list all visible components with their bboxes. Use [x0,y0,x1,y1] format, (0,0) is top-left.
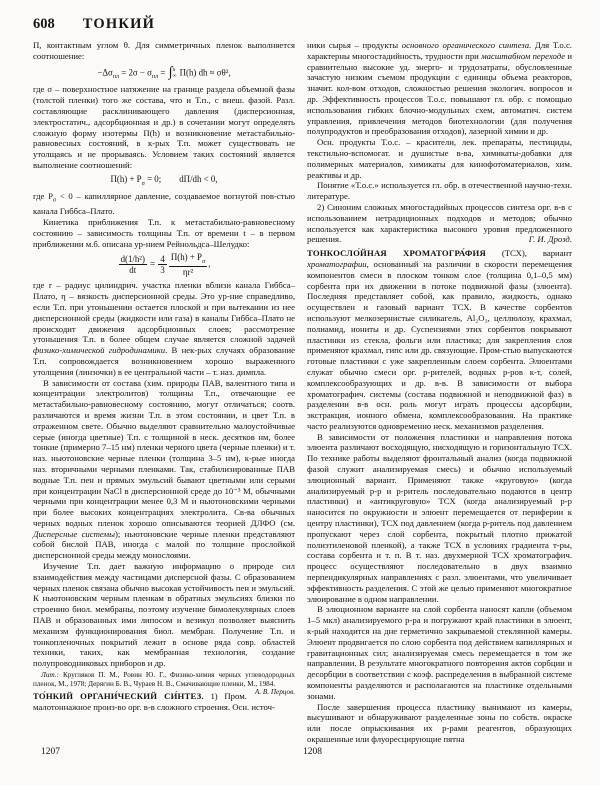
paragraph: В зависимости от состава (хим. природы ПАВ, валентного типа и концентрации электролитов) толщины Т.п., отвечающие ее метастабильно-равновесному состоянию, могут отличаться; соотв. различаются и время жизни Т.п. в этом состоянии, и цвет Т.п. в отраженном свете. Обычно выделяют сравнительно малоустойчивые серые (иногда цветные) Т.п. с толщиной в неск. десятков нм, более тонкие (примерно 7–15 нм) пленки черного цвета (черные пленки) и т. наз. ньютоновские черные пленки (толщина 3–5 нм), к-рые иногда наз. вторичными черными пленками. Так, стабилизированные ПАВ водные Т.п. пен и прямых эмульсий бывают цветными или серыми при концентрации NaCl в дисперсионной среде до 10⁻³ М, обычными черными при концентрации менее 0,3 М и ньютоновскими черными при более высоких концентрациях электролита. Св-ва обычных черных водных пленок хорошо описываются теорией ДЛФО (см. Дисперсные системы); ньютоновские черные пленки представляют собой бислой ПАВ, иногда с малой по толщине прослойкой дисперсионной среды между монослоями. [33,377,295,561]
paragraph: П, контактным углом θ. Для симметричных пленок выполняется соотношение: [33,40,295,61]
article-headword: ТОНКОСЛО́ЙНАЯ ХРОМАТОГРА́ФИЯ [307,248,486,259]
italic-cross-reference: основного органического синтеза [401,40,530,50]
fraction: $\frac{4}{3}$ [160,254,165,276]
author-signature: А. В. Перцов. [254,688,295,697]
running-head: ТОНКИЙ [82,16,156,32]
paragraph: где r – радиус цилиндрич. участка пленки вблизи канала Гиббса–Плато, η – вязкость дисперсионной среды. Это ур-ние справедливо, если Т.п. при утоньшении остается плоской и при вытекании из нее дисперсионной среды (жидкости или газа) в каналы Гиббса–Плато не происходит движения адсорбционных слоев; рассмотрение утоньшения Т.п. в более общем случае является сложной задачей физико-химической гидродинамики. В нек-рых случаях образование Т.п. сопровождается возникновением хорошо выраженного утолщения (линзочки) в ее центральной части – т. наз. димпла. [33,280,295,377]
paragraph: Изучение Т.п. дает важную информацию о природе сил взаимодействия между частицами дисперсной фазы. С образованием черных пленок связана обычно высокая устойчивость пен и эмульсий. К ньютоновским черным пленкам в обратных эмульсиях близки по строению биол. мембраны, поэтому изучение бимолекулярных слоев ПАВ и образованных ими липосом и везикул позволяет выяснить механизм функционирования биол. мембран. Получение Т.п. и тонкопленочных покрытий лежит в основе ряда совр. областей техники, таких, как мембранная технология, создание полупроводниковых приборов и др. [33,561,295,669]
paragraph: Осн. продукты Т.о.с. – красители, лек. препараты, пестициды, текстильно-вспомогат. и душистые в-ва, химикаты-добавки для полимерных материалов, химикаты для кинофотоматериалов, хим. реактивы и др. [307,137,572,180]
paragraph: В зависимости от положения пластинки и направления потока элюента различают восходящую, нисходящую и горизонтальную ТСХ. По технике работы выделяют фронтальный анализ (когда подвижной фазой служит анализируемая смесь) и обычно используемый элюционный вариант. Применяют также «круговую» (когда анализируемый р-р и р-ритель последовательно подаются в центр пластинки) и «антикруговую» ТСХ (когда анализируемый р-р наносится по окружности и элюент перемещается от периферии к центру пластинки), ТСХ под давлением (когда р-ритель под давлением пропускают через слой сорбента, покрытый плотно прижатой полиэтиленовой пленкой), а также ТСХ в условиях градиента т-ры, состава сорбента и т. п. В т. наз. двухмерной ТСХ хроматографич. процесс осуществляют последовательно в двух взаимно перпендикулярных направлениях с разл. элюентами, что увеличивает эффективность разделения. С этой же целью применяют многократное элюирование в одном направлении. [307,431,572,604]
formula-reynolds-sheludko: $\frac{\text{d(1/h²)}}{dt}$ = $\frac{4}{3}$ $\frac{П(h) + P_\sigma}{\text{ηr²}}$ , [120,252,211,278]
author-signature: Г. И. Дрозд. [528,234,572,245]
fraction: $\frac{П(h) + P_\sigma}{\text{ηr²}}$ [170,252,206,278]
article-headword: ТО́НКИЙ ОРГАНИ́ЧЕСКИЙ СИ́НТЕЗ. [33,691,204,702]
article-start: ТО́НКИЙ ОРГАНИ́ЧЕСКИЙ СИ́НТЕЗ. 1) Пром. малотоннажное произ-во орг. в-в сложного строения. Осн. источ- [33,691,275,713]
paragraph: Понятие «Т.о.с.» используется гл. обр. в отечественной научно-техн. литературе. [307,180,572,202]
italic-term: масштабном переходе [481,50,566,61]
paragraph: После завершения процесса пластинку вынимают из камеры, высушивают и обнаруживают разделенные зоны по собств. окраске или после опрыскивания их р-рами реагентов, образующих окрашенные или флуоресцирующие пятна [307,701,572,744]
page-header [33,16,155,33]
lit-label: Лит.: [41,671,59,680]
italic-term: физико-химической гидродинамики [33,345,166,356]
literature-reference: Лит.: Кругляков П. М., Ровин Ю. Г., Физико-химия черных углеводородных пленок, М., 1978; Дерягин Б. В., Чураев Н. В., Смачивающие пленки, М., 1984. А. В. Перцов. [33,671,295,697]
paragraph: Кинетика приближения Т.п. к метастабильно-равновесному состоянию – зависимость толщины Т.п. от времени t – в первом приближении м.б. описана ур-нием Рейнольдса–Шелудко: [33,217,295,249]
integral-sign: ∫ h ∞ [168,64,177,80]
italic-cross-reference: хроматографии [307,258,367,269]
paragraph: где $P_\sigma < 0$ – капиллярное давление, создаваемое вогнутой пов-стью канала Гиббса–Плато. [33,190,295,217]
paragraph: 2) Синоним сложных многостадийных процессов синтеза орг. в-в с использованием нетрадиционных подходов и методов; обычно используется как характеристика высокого уровня предложенного решения. Г. И. Дрозд. [307,201,572,245]
folio-left: 1207 [41,747,60,757]
right-column [307,40,572,745]
formula-equilibrium-condition: $П(h) + P_\sigma = 0$; dП/dh < 0, [110,173,218,187]
fraction: $\frac{\text{d(1/h²)}}{dt}$ [120,254,145,276]
paragraph: где σ – поверхностное натяжение на границе раздела объемной фазы (толстой пленки) того же состава, что и Т.п., с внеш. фазой. Разл. составляющие расклинивающего давления (дисперсионная, электростатич., адсорбционная и др.) в сочетании могут определять сложную форму изотермы П(h) и возникновение метастабильно-равновесных состояний, в к-рых Т.п. может существовать не утолщаясь и не прорываясь. Условием таких состояний является выполнение соотношений: [33,84,295,170]
paragraph: ники сырья – продукты основного органического синтеза. Для Т.о.с. характерны многостадийность, трудности при масштабном переходе и сравнительно высокие уд. энерго- и трудозатраты, обусловленные зачастую низким съемом продукции с единицы объема реакторов, значит. кол-вом отходов, сложностью решения экологич. вопросов и др. Эффективность процессов Т.о.с. повышают гл. обр. с помощью использования гибких блочно-модульных схем, автоматич. систем управления, привлечения методов биотехнологии (для получения полупродуктов и преобразования отходов), лазерной химии и др. [307,40,572,137]
paragraph: В элюционном варианте на слой сорбента наносят капли (объемом 1–5 мкл) анализируемого р-ра и погружают край пластинки в элюент, к-рый находится на дне герметично закрываемой стеклянной камеры. Элюент продвигается по слою сорбента под действием капиллярных и гравитационных сил; анализируемая смесь перемещается в том же направлении. В результате многократного повторения актов сорбции и десорбции в соответствии с коэф. распределения в выбранной системе компоненты разделяются и располагаются на пластинке отдельными зонами. [307,604,572,701]
article-start: ТОНКОСЛО́ЙНАЯ ХРОМАТОГРА́ФИЯ (ТСХ), вариант хроматографии, основанный на различии в скорости перемещения компонентов смеси в плоском тонком слое (толщина 0,1–0,5 мм) сорбента при их движении в потоке подвижной фазы (элюента). Последняя представляет собой, как правило, жидкость, однако осуществлен и газовый вариант ТСХ. В качестве сорбентов используют мелкозернистые силикагель, Al₂O₃, целлюлозу, крахмал, полиамид, иониты и др. Суспензиями этих сорбентов покрывают пластинки из стекла, фольги или пластика; для закрепления слоя применяют крахмал, гипс или др. связующие. Пром-стью выпускаются готовые пластинки с уже закрепленным слоем сорбента. Элюентами служат обычно смеси орг. р-рителей, водных р-ров к-т, солей, комплексообразующих и др. в-в. В зависимости от выбора хроматографич. системы (состава подвижной и неподвижной фаз) в разделении в-в осн. роль могут играть процессы адсорбции, экстракция, ионного обмена, комплексообразования. На практике часто реализуются одновременно неск. механизмов разделения. [307,248,572,431]
formula-disjoining-pressure: $-\Delta\sigma_{пл} = 2\sigma - \sigma_{пл}$ = ∫ h ∞ П(h) dh ≈ σθ², [97,64,231,80]
italic-cross-reference: Дисперсные системы [33,528,115,539]
left-column [33,40,295,713]
folio-right: 1208 [303,747,322,757]
header-page-number: 608 [33,16,55,32]
